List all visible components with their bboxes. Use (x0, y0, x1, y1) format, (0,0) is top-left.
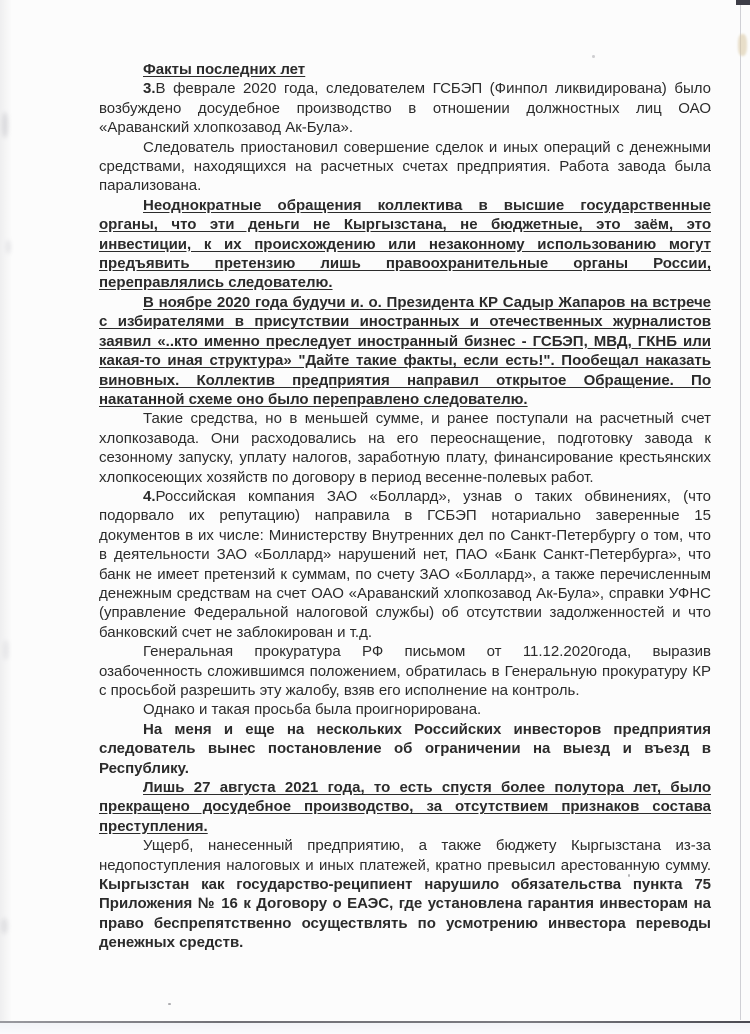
section-heading-text: Факты последних лет (143, 61, 306, 78)
paragraph-text: Такие средства, но в меньшей сумме, и ранее поступали на расчетный счет хлопкозавода. Они расходовались на его переоснащение, подготовку завода к сезонному запуску, уплату налогов, заработную плату, финансирование крестьянских хлопкосеющих хозяйств по договору в период весенне-полевых работ. (99, 410, 711, 486)
paragraph-text: Следователь приостановил совершение сделок и иных операций с денежными средствами, находящихся на расчетных счетах предприятия. Работа завода была парализована. (99, 138, 711, 195)
paragraph-text: В ноябре 2020 года будучи и. о. Президента КР Садыр Жапаров на встрече с избирателями в присутствии иностранных и отечественных журналистов заявил «..кто именно преследует иностранный бизнес - ГСБЭП, МВД, ГКНБ или какая-то иная структура» "Дайте такие факты, если есть!". Пообещал наказать виновных. Коллектив предприятия направил открытое Обращение. По накатанной схеме оно было переправлено следователю. (99, 293, 711, 408)
para-request-ignored (99, 700, 711, 719)
paragraph-text: На меня и еще на нескольких Российских инвесторов предприятия следователь вынес постановление об ограничении на выезд и въезд в Республику. (99, 720, 711, 777)
scan-left-edge-shadow (0, 0, 12, 1034)
paragraph-text: Неоднократные обращения коллектива в высшие государственные органы, что эти деньги не Кыргызстана, не бюджетные, это заём, это инвестиции, к их происхождению или незаконному использованию могут предъявить претензию лишь правоохранительные органы России, переправлялись следователю. (99, 196, 711, 292)
paragraph-text: Российская компания ЗАО «Боллард», узнав о таких обвинениях, (что подорвало их репутацию) направила в ГСБЭП нотариально заверенные 15 документов в их числе: Министерству Внутренних дел по Санкт-Петербургу о том, что в деятельности ЗАО «Боллард» нарушений нет, ПАО «Банк Санкт-Петербурга», что банк не имеет претензий к суммам, по счету ЗАО «Боллард», а также перечисленным денежным средствам на счет ОАО «Араванский хлопкозавод Ак-Була», справки УФНС (управление Федеральной налоговой службы) об отсутствии задолженностей и что банковский счет не заблокирован и т.д. (99, 487, 711, 641)
scan-smudge (6, 240, 11, 254)
scan-smudge (3, 640, 9, 660)
section-heading (99, 60, 711, 79)
paragraph-text: В феврале 2020 года, следователем ГСБЭП (Финпол ликвидирована) было возбуждено досудебное производство в отношении должностных лиц ОАО «Араванский хлопкозавод Ак-Була». (99, 80, 711, 137)
document-text-block (99, 60, 711, 953)
scan-smudge (1, 918, 8, 934)
para-criminal-case-2020 (99, 79, 711, 137)
scan-bottom-strip (0, 1023, 750, 1034)
para-japarov-statement (99, 293, 711, 409)
para-collective-appeals (99, 196, 711, 293)
para-bollard-documents (99, 487, 711, 642)
para-prosecutor-rf-letter (99, 642, 711, 700)
para-travel-ban (99, 720, 711, 778)
paragraph-text-normal: Ущерб, нанесенный предприятию, а также бюджету Кыргызстана из-за недопоступления налоговых и иных платежей, кратно превысил арестованную сумму. (99, 837, 711, 874)
para-accounts-frozen (99, 138, 711, 196)
paragraph-text: Генеральная прокуратура РФ письмом от 11.12.2020года, выразив озабоченность сложившимся положением, обратилась в Генеральную прокуратуру КР с просьбой разрешить эту жалобу, взяв его исполнение на контроль. (99, 643, 711, 699)
paragraph-text: Лишь 27 августа 2021 года, то есть спустя более полутора лет, было прекращено досудебное производство, за отсутствием признаков состава преступления. (99, 779, 711, 835)
paragraph-number: 4. (143, 487, 156, 505)
para-earlier-funds (99, 409, 711, 487)
paper-right-edge (740, 4, 741, 1020)
paragraph-text: Однако и такая просьба была проигнорирована. (143, 701, 482, 719)
paragraph-text-bold: Кыргызстан как государство-реципиент нарушило обязательства пункта 75 Приложения № 16 к Договору о ЕАЭС, где установлена гарантия инвесторам на право беспрепятственно осуществлять по усмотрению инвестора переводы денежных средств. (99, 876, 711, 952)
paragraph-number: 3. (143, 80, 156, 98)
scan-corner-mark (736, 0, 750, 5)
scan-speck (592, 55, 595, 58)
scan-smudge (2, 112, 8, 138)
para-damage-eaes (99, 836, 711, 952)
scan-tan-smudge (738, 34, 747, 56)
scan-speck (168, 1003, 171, 1005)
para-case-closed-2021 (99, 778, 711, 836)
